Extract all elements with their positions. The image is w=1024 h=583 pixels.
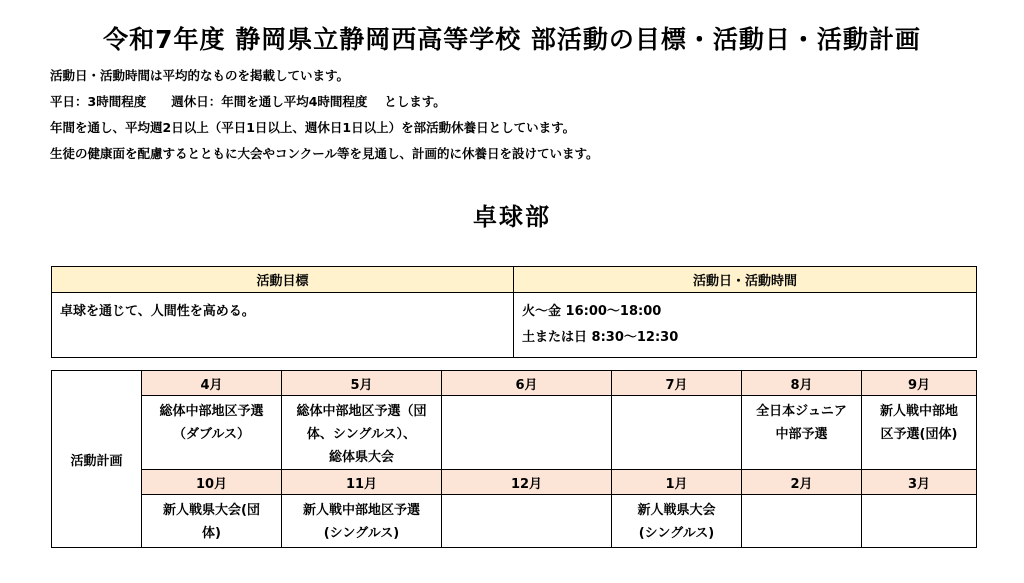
event-line: (シングルス): [323, 526, 400, 541]
event-line: 体): [202, 526, 221, 541]
month-header: 4月: [142, 371, 282, 396]
event-line: 総体中部地区予選: [159, 404, 264, 419]
page-title: 令和7年度 静岡県立静岡西高等学校 部活動の目標・活動日・活動計画: [103, 25, 921, 54]
month-events: [442, 396, 612, 470]
event-line: 全日本ジュニア: [756, 404, 847, 419]
month-events: [742, 495, 862, 548]
month-header: 9月: [862, 371, 977, 396]
club-name: 卓球部: [473, 203, 551, 231]
month-header: 1月: [612, 470, 742, 495]
event-line: 中部予選: [775, 427, 828, 442]
event-line: 新人戦中部地区予選: [302, 503, 420, 518]
month-header: 2月: [742, 470, 862, 495]
event-line: 新人戦県大会: [637, 503, 716, 518]
time-line: 火～金 16:00～18:00: [522, 304, 662, 319]
month-header: 3月: [862, 470, 977, 495]
goal-text: [52, 293, 514, 358]
month-events: [142, 495, 282, 548]
month-events: [612, 495, 742, 548]
plan-table: [51, 370, 977, 548]
event-line: (シングルス): [638, 526, 715, 541]
event-line: （ダブルス）: [172, 427, 251, 442]
goal-header: 活動目標: [52, 267, 514, 293]
activity-times: [514, 293, 977, 358]
month-header: 5月: [282, 371, 442, 396]
month-events: [142, 396, 282, 470]
month-header: 7月: [612, 371, 742, 396]
month-header: 8月: [742, 371, 862, 396]
month-events: [612, 396, 742, 470]
month-events: [282, 396, 442, 470]
note-line: 活動日・活動時間は平均的なものを掲載しています。: [50, 68, 350, 83]
event-line: 新人戦中部地: [879, 404, 958, 419]
month-header: 10月: [142, 470, 282, 495]
month-header: 12月: [442, 470, 612, 495]
month-events: [442, 495, 612, 548]
month-events: [282, 495, 442, 548]
event-line: 新人戦県大会(団: [163, 503, 260, 518]
event-line: 総体中部地区予選（団: [296, 404, 427, 419]
month-events: [862, 396, 977, 470]
note-line: 生徒の健康面を配慮するとともに大会やコンクール等を見通し、計画的に休養日を設けています。: [50, 146, 599, 161]
event-line: 区予選(団体): [880, 427, 958, 442]
month-header: 11月: [282, 470, 442, 495]
notes: [50, 67, 599, 171]
event-line: 体、シングルス）、: [306, 427, 417, 442]
time-line: 土または日 8:30～12:30: [522, 330, 679, 345]
month-header: 6月: [442, 371, 612, 396]
goal-line: 卓球を通じて、人間性を高める。: [60, 304, 255, 319]
goal-table: [51, 266, 977, 358]
plan-label: 活動計画: [52, 371, 142, 548]
month-events: [862, 495, 977, 548]
note-line: 年間を通し、平均週2日以上（平日1日以上、週休日1日以上）を部活動休養日としています。: [50, 120, 576, 135]
time-header: 活動日・活動時間: [514, 267, 977, 293]
event-line: 総体県大会: [328, 450, 394, 465]
note-line: 平日：3時間程度 週休日：年間を通し平均4時間程度 とします。: [50, 94, 446, 109]
month-events: [742, 396, 862, 470]
